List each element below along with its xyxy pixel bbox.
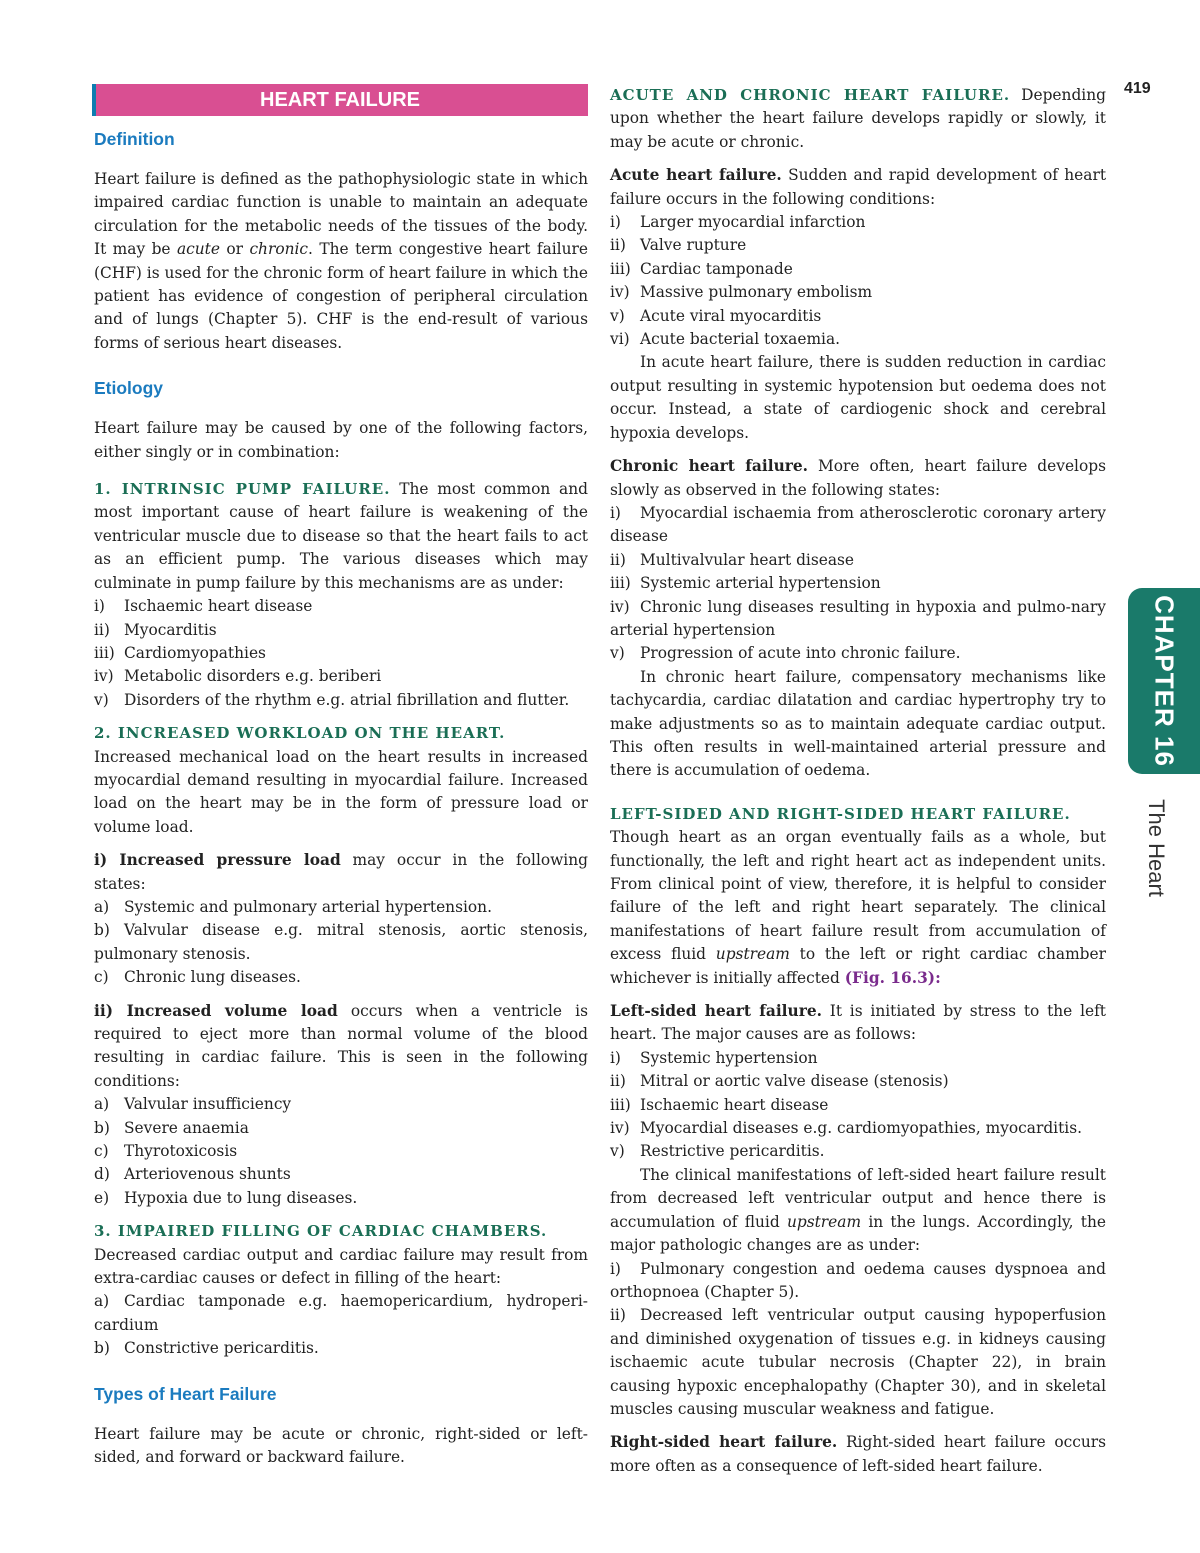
list-marker: i) (610, 1259, 621, 1278)
list-text: Multivalvular heart disease (640, 550, 855, 569)
list-item (610, 328, 1106, 351)
chronic-explanation: In chronic heart failure, compensatory mechanisms like tachycardia, cardiac dilatation and cardiac hypertrophy try to make adjustments so as to maintain adequate cardiac output. This often results in well-maintained arterial pressure and there is accumulation of oedema. (610, 667, 1106, 780)
list-item (610, 234, 1106, 257)
acute-list (610, 211, 1106, 351)
list-item (94, 966, 588, 989)
list-marker: i) (610, 213, 621, 232)
list-marker: e) (94, 1188, 110, 1207)
list-text: Systemic hypertension (640, 1048, 818, 1067)
chronic-list (610, 502, 1106, 666)
chronic-paragraph: Chronic heart failure. More often, heart failure develops slowly as observed in the following states: (610, 457, 1106, 499)
definition-heading: Definition (94, 129, 175, 149)
left-sided-explanation: The clinical manifestations of left-sided heart failure result from decreased left ventricular output and hence there is accumulation of fluid upstream in the lungs. Accordingly, the major pathologic changes are as under: (610, 1165, 1107, 1255)
list-marker: a) (94, 1095, 110, 1114)
figure-reference: (Fig. 16.3): (844, 968, 941, 987)
list-item (610, 1117, 1106, 1140)
list-marker: i) (94, 597, 105, 616)
list-text: Cardiac tamponade (640, 259, 793, 278)
list-marker: ii) (610, 1072, 626, 1091)
etiology-intro: Heart failure may be caused by one of the following factors, either singly or in combination: (94, 419, 588, 461)
list-item (94, 896, 588, 919)
left-right-title: LEFT-SIDED AND RIGHT-SIDED HEART FAILURE. (610, 804, 1071, 823)
list-text: Severe anaemia (124, 1118, 249, 1137)
list-text: Ischaemic heart disease (124, 597, 313, 616)
list-item (610, 549, 1106, 572)
list-item (94, 1093, 588, 1116)
list-text: Hypoxia due to lung diseases. (124, 1188, 358, 1207)
list-item (610, 305, 1106, 328)
list-item (94, 919, 588, 966)
list-marker: b) (94, 1118, 110, 1137)
list-item (610, 258, 1106, 281)
left-sided-paragraph: Left-sided heart failure. It is initiated by stress to the left heart. The major causes are as follows: (610, 1002, 1106, 1044)
list-marker: ii) (610, 236, 626, 255)
list-text: Myocardial diseases e.g. cardiomyopathies, myocarditis. (640, 1119, 1082, 1138)
list-item (94, 1337, 588, 1360)
list-item (94, 1187, 588, 1210)
right-sided-paragraph: Right-sided heart failure. Right-sided heart failure occurs more often as a consequence of left-sided heart failure. (610, 1433, 1106, 1475)
list-text: Valvular insufficiency (124, 1095, 292, 1114)
list-text: Acute bacterial toxaemia. (640, 330, 841, 349)
list-marker: v) (94, 690, 109, 709)
cause-3-paragraph: Decreased cardiac output and cardiac failure may result from extra-cardiac causes or defect in filling of the heart: (94, 1245, 588, 1288)
list-item (94, 1140, 588, 1163)
list-text: Systemic arterial hypertension (640, 574, 881, 593)
acute-chronic-paragraph: ACUTE AND CHRONIC HEART FAILURE. Depending upon whether the heart failure develops rapidly or slowly, it may be acute or chronic. (610, 86, 1106, 151)
list-item (610, 1094, 1106, 1117)
left-column (94, 84, 588, 1470)
list-text: Pulmonary congestion and oedema causes dyspnoea and orthopnoea (Chapter 5). (610, 1259, 1106, 1301)
cause-2-paragraph: Increased mechanical load on the heart results in increased myocardial demand resulting in myocardial failure. Increased load on the heart may be in the form of pressure load or volume load. (94, 747, 588, 836)
list-marker: iii) (610, 1095, 631, 1114)
list-text: Cardiac tamponade e.g. haemopericardium, hydroperi-cardium (94, 1292, 588, 1334)
definition-paragraph: Heart failure is defined as the pathophysiologic state in which impaired cardiac function is unable to maintain an adequate circulation for the metabolic needs of the tissues of the body. It may be acute or chronic. The term congestive heart failure (CHF) is used for the chronic form of heart failure in which the patient has evidence of congestion of peripheral circulation and of lungs (Chapter 5). CHF is the end-result of various forms of serious heart diseases. (94, 170, 588, 352)
list-text: Ischaemic heart disease (640, 1095, 829, 1114)
acute-explanation: In acute heart failure, there is sudden reduction in cardiac output resulting in systemic hypotension but oedema does not occur. Instead, a state of cardiogenic shock and cerebral hypoxia develops. (610, 353, 1106, 442)
list-text: Metabolic disorders e.g. beriberi (124, 667, 382, 686)
cause-2-title: 2. INCREASED WORKLOAD ON THE HEART. (94, 724, 506, 743)
list-text: Valvular disease e.g. mitral stenosis, aortic stenosis, pulmonary stenosis. (94, 921, 588, 963)
section-banner: HEART FAILURE (92, 84, 588, 116)
pressure-load-paragraph: i) Increased pressure load may occur in the following states: (94, 851, 588, 893)
list-text: Decreased left ventricular output causing hypoperfusion and diminished oxygenation of tissues e.g. in kidneys causing ischaemic acute tubular necrosis (Chapter 22), in brain causing hypoxic encephalopathy (Chapter 30), and in skeletal muscles causing muscular weakness and fatigue. (610, 1306, 1106, 1418)
list-marker: iv) (610, 597, 630, 616)
left-sided-list (610, 1047, 1106, 1164)
list-text: Disorders of the rhythm e.g. atrial fibrillation and flutter. (124, 690, 570, 709)
list-marker: iii) (94, 643, 115, 662)
section-side-label: The Heart (1144, 799, 1169, 897)
list-item (94, 1290, 588, 1337)
list-item (610, 642, 1106, 665)
list-text: Cardiomyopathies (124, 643, 266, 662)
left-sided-changes-list (610, 1258, 1106, 1422)
list-item (94, 642, 588, 665)
list-marker: iii) (610, 574, 631, 593)
list-text: Progression of acute into chronic failure. (640, 644, 961, 663)
list-text: Myocardial ischaemia from atherosclerotic coronary artery disease (610, 503, 1106, 546)
list-marker: i) (610, 1048, 621, 1067)
list-text: Chronic lung diseases. (124, 968, 301, 987)
list-marker: ii) (94, 620, 110, 639)
list-text: Valve rupture (640, 236, 747, 255)
list-marker: v) (610, 644, 625, 663)
list-text: Massive pulmonary embolism (640, 283, 873, 302)
cause-3-title: 3. IMPAIRED FILLING OF CARDIAC CHAMBERS. (94, 1222, 548, 1241)
list-marker: d) (94, 1165, 110, 1184)
list-text: Restrictive pericarditis. (640, 1142, 825, 1161)
left-right-paragraph: Though heart as an organ eventually fails as a whole, but functionally, the left and right heart act as independent units. From clinical point of view, therefore, it is helpful to consider failure of the left and right heart separately. The clinical manifestations of heart failure result from accumulation of excess fluid upstream to the left or right cardiac chamber whichever is initially affected (Fig. 16.3): (610, 828, 1106, 987)
list-item (94, 1163, 588, 1186)
list-marker: iv) (610, 1119, 630, 1138)
list-text: Myocarditis (124, 620, 217, 639)
list-item (94, 665, 588, 688)
types-heading: Types of Heart Failure (94, 1383, 277, 1404)
pressure-load-list (94, 896, 588, 990)
list-item (94, 595, 588, 618)
acute-paragraph: Acute heart failure. Sudden and rapid development of heart failure occurs in the following conditions: (610, 166, 1107, 208)
right-column (610, 84, 1106, 1478)
cause-1-list (94, 595, 588, 712)
list-text: Systemic and pulmonary arterial hypertension. (124, 897, 492, 916)
list-marker: a) (94, 897, 110, 916)
chapter-tab-label: CHAPTER 16 (1149, 595, 1180, 767)
types-paragraph: Heart failure may be acute or chronic, right-sided or left-sided, and forward or backward failure. (94, 1424, 588, 1467)
cause-3-list (94, 1290, 588, 1360)
list-item (610, 502, 1106, 549)
list-item (610, 1070, 1106, 1093)
list-text: Chronic lung diseases resulting in hypoxia and pulmo-nary arterial hypertension (610, 597, 1106, 639)
list-marker: vi) (610, 330, 630, 349)
list-marker: c) (94, 1142, 109, 1161)
list-text: Larger myocardial infarction (640, 213, 866, 232)
list-marker: c) (94, 968, 109, 987)
volume-load-paragraph: ii) Increased volume load occurs when a ventricle is required to eject more than normal volume of the blood resulting in cardiac failure. This is seen in the following conditions: (94, 1001, 588, 1090)
list-marker: i) (610, 503, 621, 522)
list-text: Arteriovenous shunts (124, 1165, 291, 1184)
list-text: Thyrotoxicosis (124, 1142, 238, 1161)
list-text: Mitral or aortic valve disease (stenosis) (640, 1072, 949, 1091)
list-item (610, 281, 1106, 304)
volume-load-list (94, 1093, 588, 1210)
list-marker: ii) (610, 1306, 626, 1325)
page-number: 419 (1124, 80, 1151, 97)
list-marker: iv) (610, 283, 630, 302)
list-item (610, 1047, 1106, 1070)
list-text: Constrictive pericarditis. (124, 1339, 319, 1358)
list-item (610, 211, 1106, 234)
list-item (610, 596, 1106, 643)
list-item (610, 572, 1106, 595)
list-item (94, 1117, 588, 1140)
list-item (610, 1140, 1106, 1163)
cause-1-paragraph: 1. INTRINSIC PUMP FAILURE. The most common and most important cause of heart failure is weakening of the ventricular muscle due to disease so that the heart fails to act as an efficient pump. The various diseases which may culminate in pump failure by this mechanisms are as under: (94, 480, 588, 592)
list-marker: iv) (94, 667, 114, 686)
list-marker: ii) (610, 550, 626, 569)
etiology-heading: Etiology (94, 378, 164, 399)
list-item (94, 689, 588, 712)
list-marker: v) (610, 1142, 625, 1161)
list-marker: b) (94, 1339, 110, 1358)
list-item (610, 1304, 1106, 1421)
list-marker: b) (94, 921, 110, 940)
list-marker: v) (610, 306, 625, 325)
list-item (94, 619, 588, 642)
list-marker: a) (94, 1292, 110, 1311)
list-text: Acute viral myocarditis (640, 306, 822, 325)
list-item (610, 1258, 1106, 1305)
list-marker: iii) (610, 259, 631, 278)
